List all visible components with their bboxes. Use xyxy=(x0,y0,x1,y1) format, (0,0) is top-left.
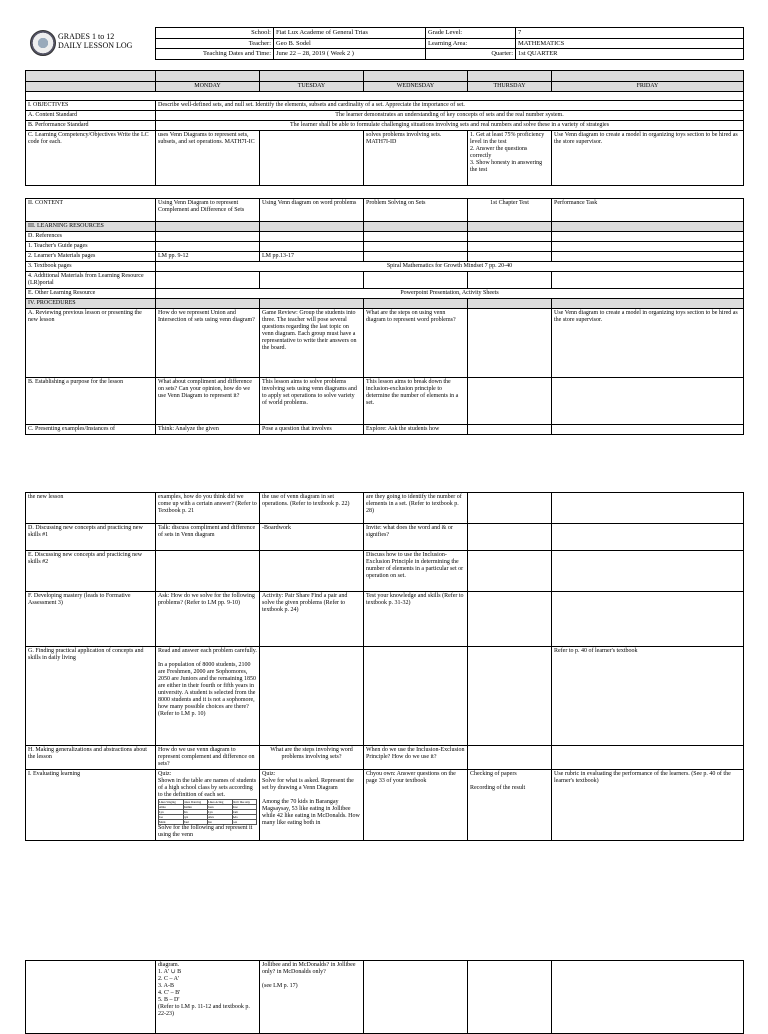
mini-cell: Juan xyxy=(208,805,233,810)
proc-c-fri xyxy=(552,425,744,435)
procedures-table-3 xyxy=(25,960,744,1034)
day-monday: MONDAY xyxy=(156,82,260,92)
proc-a-label: A. Reviewing previous lesson or presenting the new lesson xyxy=(26,309,156,378)
mini-cell: Ada xyxy=(232,815,257,820)
day-tuesday: TUESDAY xyxy=(260,82,364,92)
proc-b-thu xyxy=(468,378,552,425)
school-value: Fiat Lux Academe of General Trias xyxy=(274,28,426,39)
proc-e-tue xyxy=(260,551,364,592)
p3-tue: Jollibee and in McDonalds? in Jollibee only? in McDonalds only? (see LM p. 17) xyxy=(260,961,364,1034)
proc-d-wed: Invite: what does the word and & or signifies? xyxy=(364,524,468,551)
proc-e-thu xyxy=(468,551,552,592)
mini-cell: Alma xyxy=(159,805,184,810)
proc-h-fri xyxy=(552,746,744,770)
proc-g-label: G. Finding practical application of concepts and skills in daily living xyxy=(26,647,156,746)
competency-tue xyxy=(260,131,364,186)
mini-cell: Alex xyxy=(208,815,233,820)
mini-cell: Lyn xyxy=(159,810,184,815)
proc-i-mon-intro: Quiz: Shown in the table are names of students of a high school class by sets according to the definition of each set. xyxy=(158,771,257,798)
proc-i-tue: Quiz: Solve for what is asked. Represent the set by drawing a Venn Diagram Among the 70 kids in Barangay Magsaysay, 53 like eating in Jollibee while 42 like eating in McDonalds. How many like eating both in xyxy=(260,770,364,841)
proc-i-mon-instruction: Solve for the following and represent it using the venn xyxy=(158,825,253,838)
mini-cell: Lyn xyxy=(208,810,233,815)
competency-wed: solves problems involving sets. MATH7I-ID xyxy=(364,131,468,186)
proc-h-thu xyxy=(468,746,552,770)
school-label: School: xyxy=(156,28,274,39)
additional-label: 4. Additional Materials from Learning Resource (LR)portal xyxy=(26,272,156,289)
proc-a-fri: Use Venn diagram to create a model in organizing toys section to be hired as the store supervisor. xyxy=(552,309,744,378)
proc-d-label: D. Discussing new concepts and practicing new skills #1 xyxy=(26,524,156,551)
proc-e-mon xyxy=(156,551,260,592)
day-friday: FRIDAY xyxy=(552,82,744,92)
proc-b-wed: This lesson aims to break down the inclusion-exclusion principle to determine the number of elements in a set. xyxy=(364,378,468,425)
resources-label: III. LEARNING RESOURCES xyxy=(26,222,156,232)
lm-mon: LM pp. 9-12 xyxy=(156,252,260,262)
content-resources-table xyxy=(25,198,744,435)
day-thursday: THURSDAY xyxy=(468,82,552,92)
mini-cell: Len xyxy=(232,820,257,825)
proc-e-fri xyxy=(552,551,744,592)
content-mon: Using Venn Diagram to represent Complement and Difference of Sets xyxy=(156,199,260,222)
proc-f-label: F. Developing mastery (leads to Formative Assessment 3) xyxy=(26,592,156,647)
proc-b-mon: What about compliment and difference on sets? Can your opinion, how do we use Venn Diagram to represent it? xyxy=(156,378,260,425)
content-fri: Performance Task xyxy=(552,199,744,222)
mini-cell: Joe xyxy=(159,815,184,820)
proc-a-wed: What are the steps on using venn diagram to represent word problems? xyxy=(364,309,468,378)
references-label: D. References xyxy=(26,232,156,242)
log-label: DAILY LESSON LOG xyxy=(58,41,133,50)
deped-seal-icon xyxy=(30,30,56,56)
dates-label: Teaching Dates and Time: xyxy=(156,49,274,60)
competency-fri: Use Venn diagram to create a model in organizing toys section to be hired as the store supervisor. xyxy=(552,131,744,186)
content-standard-label: A. Content Standard xyxy=(26,111,156,121)
proc-d-mon: Talk: discuss compliment and difference of sets in Venn diagram xyxy=(156,524,260,551)
content-wed: Problem Solving on Sets xyxy=(364,199,468,222)
proc-f-fri xyxy=(552,592,744,647)
other-label: E. Other Learning Resource xyxy=(26,289,156,299)
header-table xyxy=(155,27,744,60)
proc-c-cont-thu xyxy=(468,493,552,524)
proc-d-tue: -Boardwork xyxy=(260,524,364,551)
proc-i-wed: Chyou own: Answer questions on the page 33 of your textbook xyxy=(364,770,468,841)
proc-f-thu xyxy=(468,592,552,647)
performance-standard: The learner shall be able to formulate challenging situations involving sets and real numbers and solve these in a variety of strategies xyxy=(156,121,744,131)
area-label: Learning Area: xyxy=(426,38,516,49)
proc-h-wed: When do we use the Inclusion-Exclusion Principle? How do we use it? xyxy=(364,746,468,770)
lm-tue: LM pp.13-17 xyxy=(260,252,364,262)
dates-value: June 22 – 28, 2019 ( Week 2 ) xyxy=(274,49,426,60)
content-label: II. CONTENT xyxy=(26,199,156,222)
content-standard: The learner demonstrates an understanding of key concepts of sets and the real number system. xyxy=(156,111,744,121)
proc-h-label: H. Making generalizations and abstractions about the lesson xyxy=(26,746,156,770)
mini-header: Likes Acting xyxy=(208,800,233,805)
competency-mon: uses Venn Diagrams to represent sets, subsets, and set operations. MATH7I-IC xyxy=(156,131,260,186)
proc-g-fri: Refer to p. 40 of learner's textbook xyxy=(552,647,744,746)
mini-cell: Lyn xyxy=(183,815,208,820)
day-wednesday: WEDNESDAY xyxy=(364,82,468,92)
proc-g-wed xyxy=(364,647,468,746)
proc-e-label: E. Discussing new concepts and practicing new skills #2 xyxy=(26,551,156,592)
textbook-label: 3. Textbook pages xyxy=(26,262,156,272)
mini-cell: Jose xyxy=(232,805,257,810)
teacher-label: Teacher: xyxy=(156,38,274,49)
proc-e-wed: Discuss how to use the Inclusion-Exclusion Principle in determining the number of elements in a particular set or operation on set. xyxy=(364,551,468,592)
quarter-label: Quarter: xyxy=(426,49,516,60)
proc-c-cont-fri xyxy=(552,493,744,524)
proc-a-mon: How do we represent Union and Intersection of sets using venn diagram? xyxy=(156,309,260,378)
names-mini-table xyxy=(158,799,257,825)
proc-i-fri: Use rubric in evaluating the performance of the learners. (See p. 40 of the learner's textbook) xyxy=(552,770,744,841)
proc-f-tue: Activity: Pair Share Find a pair and solve the given problems (Refer to textbook p. 24) xyxy=(260,592,364,647)
quarter-value: 1st QUARTER xyxy=(516,49,744,60)
mini-header: Don't like Any xyxy=(232,800,257,805)
proc-d-thu xyxy=(468,524,552,551)
mini-cell: Ian xyxy=(208,820,233,825)
procedures-label: IV. PROCEDURES xyxy=(26,299,156,309)
mini-cell: Sam xyxy=(232,810,257,815)
mini-cell: Paul xyxy=(183,820,208,825)
content-tue: Using Venn diagram on word problems xyxy=(260,199,364,222)
competency-thu: 1. Get at least 75% proficiency level in the test 2. Answer the questions correctly 3. Show honesty in answering the test xyxy=(468,131,552,186)
mini-cell: Jasmin xyxy=(183,805,208,810)
other-resources: Powerpoint Presentation, Activity Sheets xyxy=(156,289,744,299)
proc-g-mon: Read and answer each problem carefully. In a population of 8000 students, 2100 are Freshmen, 2000 are Sophomores, 2050 are Juniors and the remaining 1850 are either in their fourth or fifth years in university. A student is selected from the 8000 students and it is not a sophomore, how many possible choices are there? (Refer to LM p. 10) xyxy=(156,647,260,746)
proc-c-mon: Think: Analyze the given xyxy=(156,425,260,435)
mini-cell: Jan xyxy=(183,810,208,815)
proc-g-thu xyxy=(468,647,552,746)
proc-c-wed: Explore: Ask the students how xyxy=(364,425,468,435)
header-title xyxy=(58,32,132,50)
objectives-text: Describe well-defined sets, and null set. Identify the elements, subsets and cardinality of a set. Appreciate the importance of set. xyxy=(156,101,744,111)
mini-header: Likes Singing xyxy=(159,800,184,805)
p3-mon: diagram. 1. A' ∪ B 2. C – A' 3. A-B 4. C' – B' 5. B – D' (Refer to LM p. 11-12 and textbook p. 22-23) xyxy=(156,961,260,1034)
proc-a-thu xyxy=(468,309,552,378)
competency-label: C. Learning Competency/Objectives Write the LC code for each. xyxy=(26,131,156,186)
mini-header: Likes Dancing xyxy=(183,800,208,805)
proc-i-mon xyxy=(156,770,260,841)
proc-c-cont-mon: examples, how do you think did we come up with a certain answer? (Refer to Textbook p. 21 xyxy=(156,493,260,524)
proc-i-thu: Checking of papers Recording of the result xyxy=(468,770,552,841)
grade-label: Grade Level: xyxy=(426,28,516,39)
proc-b-label: B. Establishing a purpose for the lesson xyxy=(26,378,156,425)
proc-d-fri xyxy=(552,524,744,551)
proc-h-tue: What are the steps involving word problems involving sets? xyxy=(260,746,364,770)
objectives-label: I. OBJECTIVES xyxy=(26,101,156,111)
performance-standard-label: B. Performance Standard xyxy=(26,121,156,131)
proc-f-wed: Test your knowledge and skills (Refer to textbook p. 31-32) xyxy=(364,592,468,647)
proc-b-tue: This lesson aims to solve problems involving sets using venn diagrams and to apply set operations to solve variety of world problems. xyxy=(260,378,364,425)
procedures-table-2 xyxy=(25,492,744,841)
area-value: MATHEMATICS xyxy=(516,38,744,49)
proc-c-cont-tue: the use of venn diagram in set operations. (Refer to textbook p. 22) xyxy=(260,493,364,524)
proc-c-cont-label: the new lesson xyxy=(26,493,156,524)
proc-g-tue xyxy=(260,647,364,746)
proc-c-label: C. Presenting examples/Instances of xyxy=(26,425,156,435)
grades-label: GRADES 1 to 12 xyxy=(58,32,115,41)
proc-c-thu xyxy=(468,425,552,435)
proc-i-label: I. Evaluating learning xyxy=(26,770,156,841)
grade-value: 7 xyxy=(516,28,744,39)
proc-b-fri xyxy=(552,378,744,425)
proc-c-cont-wed: are they going to identify the number of elements in a set. (Refer to textbook p. 28) xyxy=(364,493,468,524)
tg-label: 1. Teacher's Guide pages xyxy=(26,242,156,252)
mini-cell: Mark xyxy=(159,820,184,825)
proc-c-tue: Pose a question that involves xyxy=(260,425,364,435)
teacher-value: Geo B. Sodel xyxy=(274,38,426,49)
textbook-pages: Spiral Mathematics for Growth Mindset 7 pp. 20-40 xyxy=(156,262,744,272)
proc-f-mon: Ask: How do we solve for the following problems? (Refer to LM pp. 9-10) xyxy=(156,592,260,647)
content-thu: 1st Chapter Test xyxy=(468,199,552,222)
proc-a-tue: Game Review: Group the students into three. The teacher will pose several questions regarding the last topic on venn diagram. Each group must have a representative to write their answers on the board. xyxy=(260,309,364,378)
objectives-table xyxy=(25,70,744,186)
proc-h-mon: How do we use venn diagram to represent complement and difference on sets? xyxy=(156,746,260,770)
lm-label: 2. Learner's Materials pages xyxy=(26,252,156,262)
